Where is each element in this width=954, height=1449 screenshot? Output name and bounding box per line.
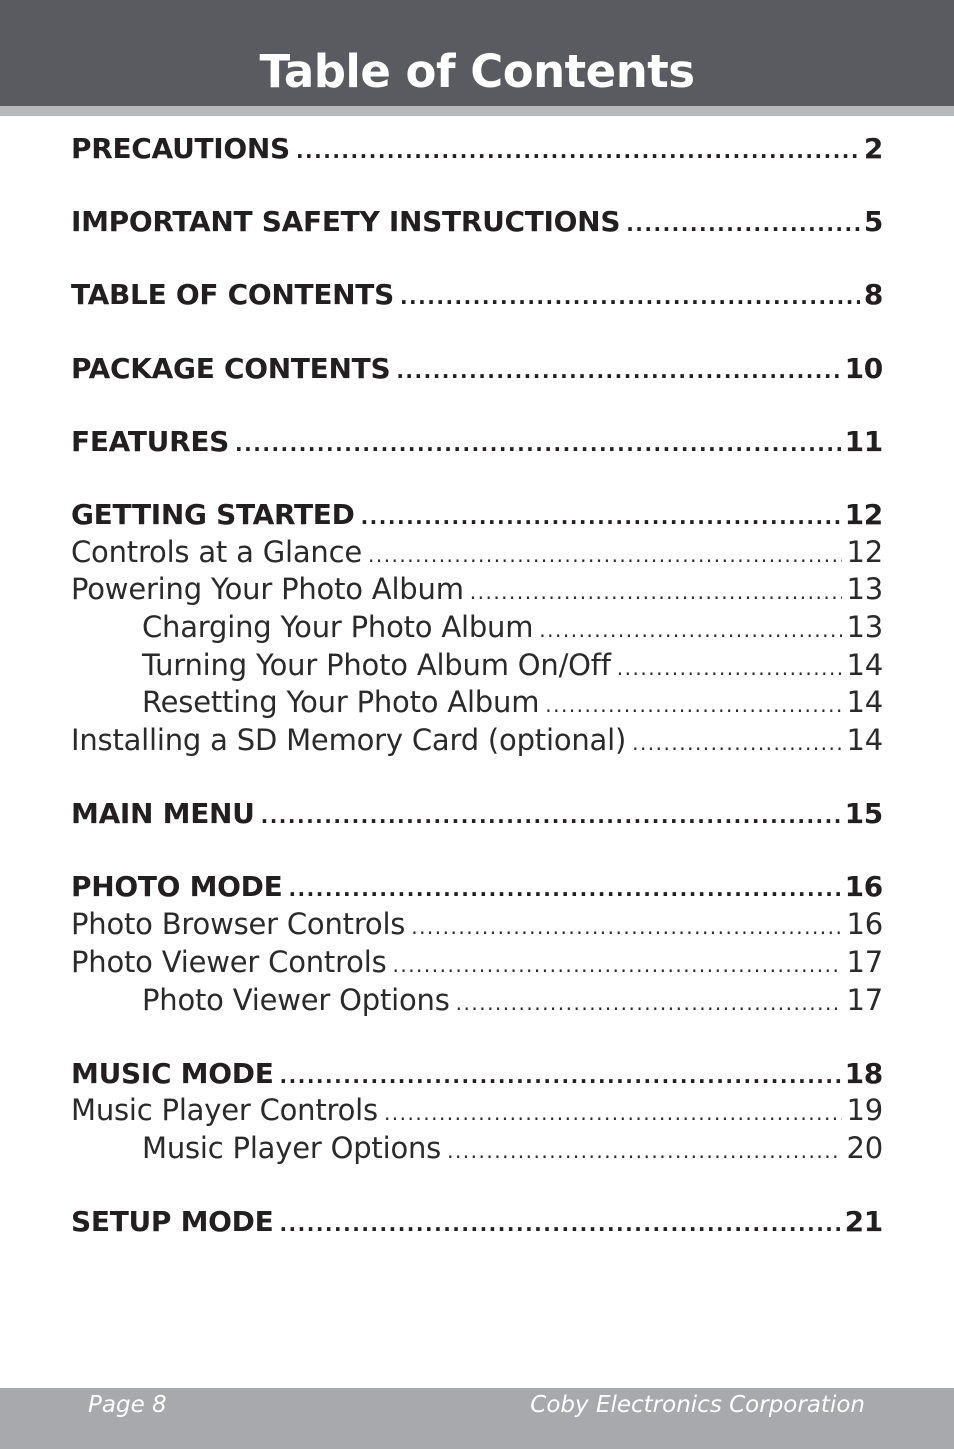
toc-entry-page-number: 2 bbox=[863, 132, 883, 165]
toc-entry-title: PACKAGE CONTENTS bbox=[71, 351, 391, 385]
toc-entry[interactable] bbox=[71, 982, 883, 1020]
toc-entry[interactable] bbox=[71, 647, 883, 685]
toc-entry-title: Music Player Options bbox=[142, 1131, 442, 1166]
dot-leader bbox=[617, 650, 843, 688]
toc-entry-page-number: 12 bbox=[846, 534, 883, 569]
toc-section bbox=[71, 1055, 883, 1168]
toc-entry[interactable] bbox=[71, 1092, 883, 1130]
toc-section bbox=[71, 795, 883, 833]
toc-entry[interactable] bbox=[71, 906, 883, 944]
toc-entry[interactable] bbox=[71, 1055, 883, 1093]
toc-entry-title: Installing a SD Memory Card (optional) bbox=[71, 723, 627, 758]
toc-entry-title: PRECAUTIONS bbox=[71, 132, 290, 165]
toc-entry-title: GETTING STARTED bbox=[71, 497, 355, 531]
toc-entry-title: Photo Browser Controls bbox=[71, 907, 406, 942]
toc-entry-title: Turning Your Photo Album On/Off bbox=[142, 647, 611, 682]
toc-section bbox=[71, 203, 883, 241]
toc-entry-title: Resetting Your Photo Album bbox=[142, 685, 540, 720]
toc-entry-title: Photo Viewer Controls bbox=[71, 944, 387, 979]
toc-entry[interactable] bbox=[71, 868, 883, 906]
dot-leader bbox=[396, 353, 840, 391]
toc-entry[interactable] bbox=[71, 609, 883, 647]
dot-leader bbox=[470, 574, 843, 612]
toc-entry[interactable] bbox=[71, 684, 883, 722]
toc-section bbox=[71, 130, 883, 168]
toc-entry[interactable] bbox=[71, 276, 883, 314]
toc-section bbox=[71, 1203, 883, 1241]
toc-entry-page-number: 14 bbox=[846, 647, 883, 682]
toc-entry-page-number: 16 bbox=[844, 870, 883, 904]
dot-leader bbox=[392, 947, 842, 985]
toc-entry-page-number: 11 bbox=[844, 424, 883, 458]
toc-section bbox=[71, 350, 883, 388]
toc-entry[interactable] bbox=[71, 203, 883, 241]
dot-leader bbox=[456, 985, 843, 1023]
toc-entry-title: PHOTO MODE bbox=[71, 870, 283, 904]
dot-leader bbox=[296, 133, 860, 171]
toc-entry-title: Music Player Controls bbox=[71, 1093, 378, 1128]
toc-entry-page-number: 10 bbox=[844, 351, 883, 385]
toc-section bbox=[71, 423, 883, 461]
toc-entry-title: MAIN MENU bbox=[71, 797, 255, 831]
toc-entry-page-number: 13 bbox=[846, 610, 883, 644]
toc-entry-page-number: 15 bbox=[844, 797, 883, 831]
toc-section bbox=[71, 496, 883, 760]
footer-page-number: Page 8 bbox=[88, 1392, 167, 1418]
toc-entry[interactable] bbox=[71, 1130, 883, 1168]
toc-entry-title: Charging Your Photo Album bbox=[142, 610, 534, 644]
toc-entry-page-number: 17 bbox=[846, 944, 883, 979]
dot-leader bbox=[411, 909, 842, 947]
dot-leader bbox=[279, 1206, 840, 1244]
footer-company: Coby Electronics Corporation bbox=[530, 1392, 865, 1418]
toc-entry-page-number: 16 bbox=[846, 907, 883, 942]
toc-entry-page-number: 8 bbox=[863, 278, 883, 312]
toc-entry[interactable] bbox=[71, 722, 883, 760]
toc-entry[interactable] bbox=[71, 130, 883, 168]
dot-leader bbox=[368, 537, 843, 575]
toc-entry-title: TABLE OF CONTENTS bbox=[71, 278, 394, 312]
toc-entry-page-number: 21 bbox=[844, 1205, 883, 1239]
toc-entry-page-number: 5 bbox=[863, 205, 883, 239]
dot-leader bbox=[632, 725, 842, 763]
toc-entry[interactable] bbox=[71, 944, 883, 982]
toc-entry[interactable] bbox=[71, 795, 883, 833]
toc-entry[interactable] bbox=[71, 571, 883, 609]
toc-entry-page-number: 20 bbox=[846, 1131, 883, 1166]
dot-leader bbox=[288, 871, 840, 909]
page-title: Table of Contents bbox=[259, 45, 695, 98]
toc-entry-page-number: 19 bbox=[846, 1093, 883, 1128]
toc-entry-title: Powering Your Photo Album bbox=[71, 572, 464, 607]
dot-leader bbox=[280, 1058, 841, 1096]
dot-leader bbox=[539, 612, 842, 650]
toc-entry-page-number: 14 bbox=[846, 723, 883, 758]
toc-entry-page-number: 18 bbox=[844, 1056, 883, 1090]
dot-leader bbox=[626, 206, 860, 244]
toc-entry-title: Photo Viewer Options bbox=[142, 982, 450, 1017]
toc-entry-title: Controls at a Glance bbox=[71, 534, 362, 569]
toc-section bbox=[71, 276, 883, 314]
toc-section bbox=[71, 868, 883, 1019]
dot-leader bbox=[384, 1095, 843, 1133]
toc-entry-title: MUSIC MODE bbox=[71, 1056, 274, 1090]
dot-leader bbox=[361, 499, 841, 537]
toc-entry-page-number: 14 bbox=[846, 685, 883, 720]
toc-entry[interactable] bbox=[71, 1203, 883, 1241]
toc-entry-title: SETUP MODE bbox=[71, 1205, 274, 1239]
dot-leader bbox=[545, 687, 842, 725]
dot-leader bbox=[261, 798, 841, 836]
toc-entry-page-number: 13 bbox=[846, 572, 883, 607]
toc-entry-page-number: 12 bbox=[844, 497, 883, 531]
toc-entry[interactable] bbox=[71, 534, 883, 572]
dot-leader bbox=[235, 426, 841, 464]
dot-leader bbox=[447, 1133, 842, 1171]
toc-entry-page-number: 17 bbox=[846, 982, 883, 1017]
toc-entry[interactable] bbox=[71, 496, 883, 534]
table-of-contents bbox=[71, 130, 883, 1241]
dot-leader bbox=[400, 279, 860, 317]
toc-entry-title: IMPORTANT SAFETY INSTRUCTIONS bbox=[71, 205, 621, 239]
header-underline bbox=[0, 106, 954, 116]
toc-entry-title: FEATURES bbox=[71, 424, 230, 458]
toc-entry[interactable] bbox=[71, 423, 883, 461]
toc-entry[interactable] bbox=[71, 350, 883, 388]
